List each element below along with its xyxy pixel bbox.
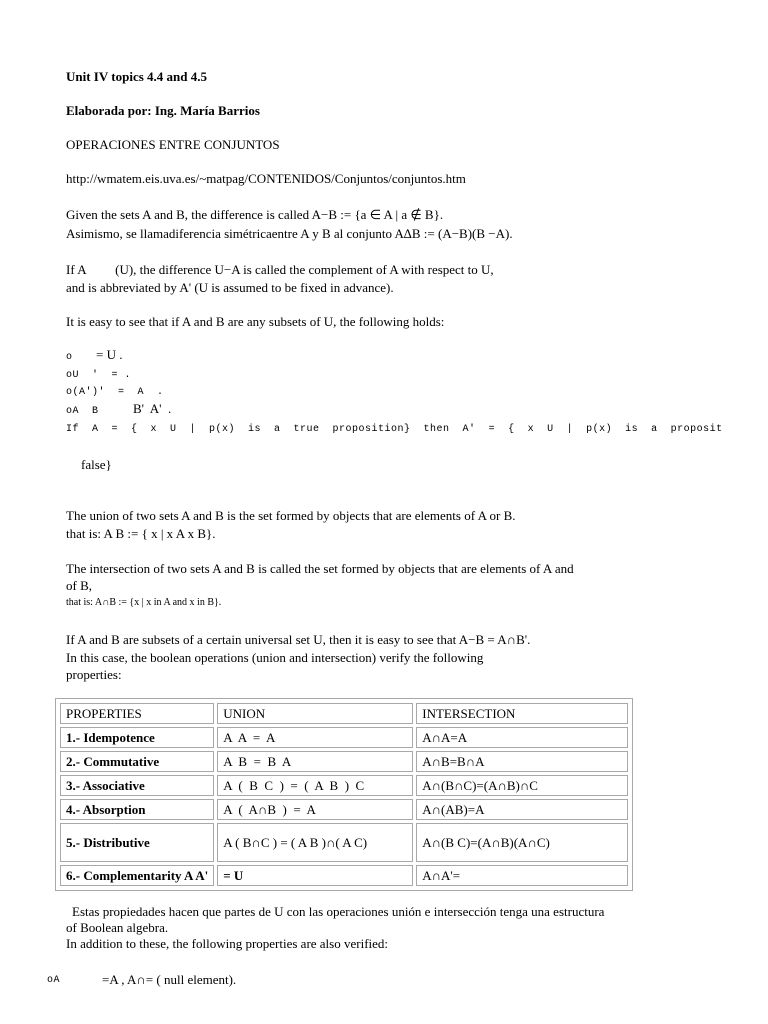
closing-paragraph-1: Estas propiedades hacen que partes de U con las operaciones unión e intersección tenga una estructura xyxy=(72,904,605,919)
list-bullet: o xyxy=(66,352,73,363)
table-header-union: UNION xyxy=(217,703,413,724)
properties-table xyxy=(55,698,633,891)
intersection-cell: A∩A'= xyxy=(416,865,628,886)
intersection-cell: A∩(B C)=(A∩B)(A∩C) xyxy=(416,823,628,862)
closing-paragraph-3: In addition to these, the following properties are also verified: xyxy=(66,936,389,951)
property-item-4-mono: oA B xyxy=(66,406,99,417)
boolean-intro-2: In this case, the boolean operations (union and intersection) verify the following xyxy=(66,650,484,665)
property-item-5-tail: false} xyxy=(81,457,112,472)
property-name: 2.- Commutative xyxy=(60,751,214,772)
union-cell: = U xyxy=(217,865,413,886)
intersection-cell: A∩(AB)=A xyxy=(416,799,628,820)
complement-abbreviation: and is abbreviated by A' (U is assumed to be fixed in advance). xyxy=(66,280,394,295)
difference-definition: Given the sets A and B, the difference is called A−B := {a ∈ A | a ∉ B}. xyxy=(66,207,444,222)
intersection-cell: A∩B=B∩A xyxy=(416,751,628,772)
source-url: http://wmatem.eis.uva.es/~matpag/CONTENIDOS/Conjuntos/conjuntos.htm xyxy=(66,171,466,186)
complement-definition: If A (U), the difference U−A is called the complement of A with respect to U, xyxy=(66,262,494,277)
author-line: Elaborada por: Ing. María Barrios xyxy=(66,103,260,118)
table-row xyxy=(60,865,628,886)
table-header-row xyxy=(60,703,628,724)
property-item-3: o(A')' = A . xyxy=(66,387,164,398)
property-item-2: oU ' = . xyxy=(66,370,132,381)
intersection-definition-cont: of B, xyxy=(66,578,92,593)
table-row xyxy=(60,727,628,748)
last-item-text: =A , A∩= ( null element). xyxy=(102,972,237,987)
union-cell: A A = A xyxy=(217,727,413,748)
intersection-cell: A∩A=A xyxy=(416,727,628,748)
holds-intro: It is easy to see that if A and B are any subsets of U, the following holds: xyxy=(66,314,445,329)
boolean-intro-3: properties: xyxy=(66,667,122,682)
table-row xyxy=(60,751,628,772)
intersection-definition: The intersection of two sets A and B is called the set formed by objects that are elements of A and xyxy=(66,561,574,576)
union-cell: A ( A∩B ) = A xyxy=(217,799,413,820)
section-title: OPERACIONES ENTRE CONJUNTOS xyxy=(66,137,280,152)
intersection-formula: that is: A∩B := {x | x in A and x in B}. xyxy=(66,597,222,608)
intersection-cell: A∩(B∩C)=(A∩B)∩C xyxy=(416,775,628,796)
property-name: 1.- Idempotence xyxy=(60,727,214,748)
table-row xyxy=(60,799,628,820)
union-cell-wrap xyxy=(217,823,413,862)
property-name: 3.- Associative xyxy=(60,775,214,796)
property-name: 5.- Distributive xyxy=(60,823,214,862)
property-item-4-serif: B' A' . xyxy=(133,401,172,416)
table-header-intersection: INTERSECTION xyxy=(416,703,628,724)
property-item-5: If A = { x U | p(x) is a true proposition} then A' = { x U | p(x) is a proposit xyxy=(66,424,723,435)
table-row xyxy=(60,775,628,796)
table-header-properties: PROPERTIES xyxy=(60,703,214,724)
last-item-marker: oA xyxy=(47,975,61,986)
union-cell: A B = B A xyxy=(217,751,413,772)
closing-paragraph-2: of Boolean algebra. xyxy=(66,920,169,935)
union-cell: A ( B∩C ) = ( A B )∩( A C) xyxy=(223,834,368,850)
boolean-intro-1: If A and B are subsets of a certain universal set U, then it is easy to see that A−B = A∩B'. xyxy=(66,632,531,647)
property-name: 4.- Absorption xyxy=(60,799,214,820)
union-cell: A ( B C ) = ( A B ) C xyxy=(217,775,413,796)
union-definition: The union of two sets A and B is the set formed by objects that are elements of A or B. xyxy=(66,508,516,523)
table-row xyxy=(60,823,628,862)
union-formula: that is: A B := { x | x A x B}. xyxy=(66,526,216,541)
symmetric-difference-definition: Asimismo, se llamadiferencia simétricaentre A y B al conjunto A∆B := (A−B)(B −A). xyxy=(66,226,513,241)
unit-title: Unit IV topics 4.4 and 4.5 xyxy=(66,69,207,84)
property-item-1: = U . xyxy=(96,347,123,362)
property-name: 6.- Complementarity A A' xyxy=(60,865,214,886)
